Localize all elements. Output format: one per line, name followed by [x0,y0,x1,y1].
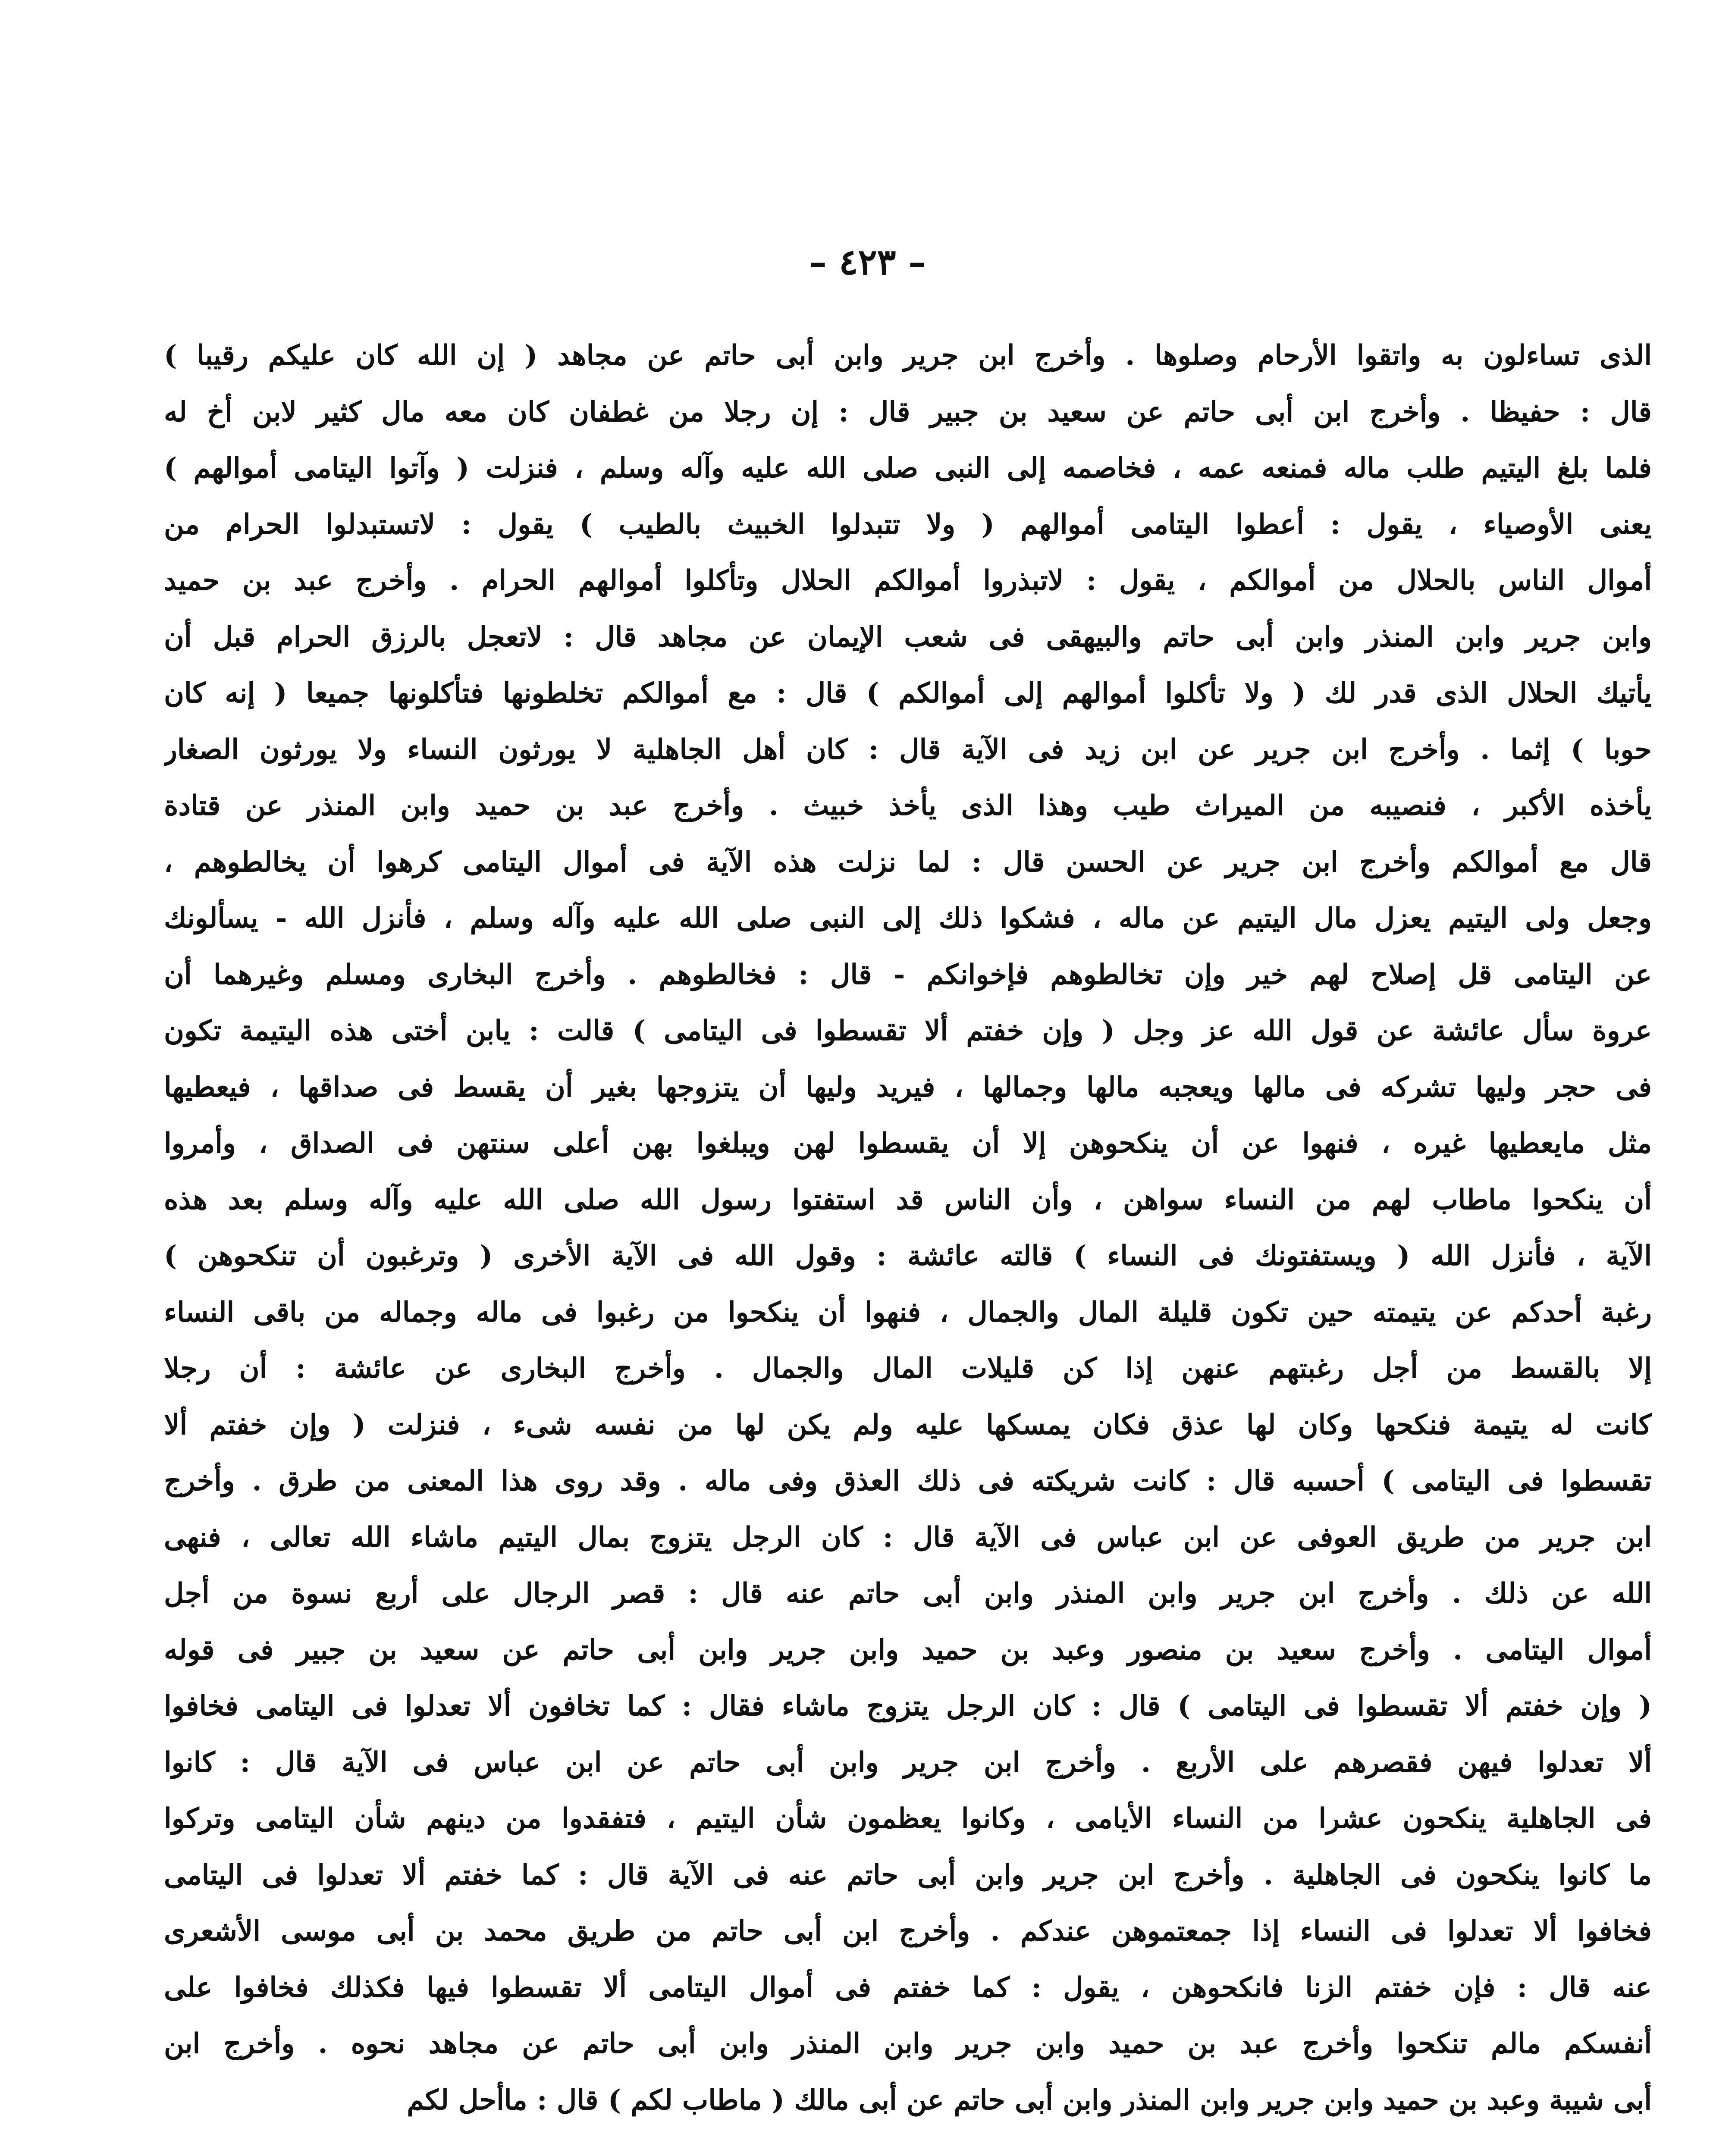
text-line: ( وإن خفتم ألا تقسطوا فى اليتامى ) قال : كان الرجل يتزوج ماشاء فقال : كما تخافون ألا تعدلوا فى اليتامى فخافوا [164,1690,1652,1722]
text-line: قال مع أموالكم وأخرج ابن جرير عن الحسن قال : لما نزلت هذه الآية فى أموال اليتامى كرهوا أن يخالطوهم ، [164,846,1652,878]
text-line: الآية ، فأنزل الله ( ويستفتونك فى النساء ) قالته عائشة : وقول الله فى الآية الأخرى ( وترغبون أن تنكحوهن ) [164,1240,1652,1272]
text-line: ابن جرير من طريق العوفى عن ابن عباس فى الآية قال : كان الرجل يتزوج بمال اليتيم ماشاء الله تعالى ، فنهى [164,1521,1652,1554]
text-line: تقسطوا فى اليتامى ) أحسبه قال : كانت شريكته فى ذلك العذق وفى ماله . وقد روى هذا المعنى من طرق . وأخرج [164,1465,1652,1497]
text-line: الله عن ذلك . وأخرج ابن جرير وابن المنذر وابن أبى حاتم عنه قال : قصر الرجال على أربع نسوة من أجل [164,1577,1652,1610]
text-line: ما كانوا ينكحون فى الجاهلية . وأخرج ابن جرير وابن أبى حاتم عنه فى الآية قال : كما خفتم ألا تعدلوا فى اليتامى [164,1858,1652,1891]
text-line: عروة سأل عائشة عن قول الله عز وجل ( وإن خفتم ألا تقسطوا فى اليتامى ) قالت : يابن أختى هذه اليتيمة تكون [164,1015,1652,1047]
text-line: أنفسكم مالم تنكحوا وأخرج عبد بن حميد وابن جرير وابن المنذر وابن أبى حاتم عن مجاهد نحوه . وأخرج ابن [164,2028,1652,2060]
text-line: ألا تعدلوا فيهن فقصرهم على الأربع . وأخرج ابن جرير وابن أبى حاتم عن ابن عباس فى الآية قال : كانوا [164,1746,1652,1779]
text-line: يأخذه الأكبر ، فنصيبه من الميراث طيب وهذا الذى يأخذ خبيث . وأخرج عبد بن حميد وابن المنذر عن قتادة [164,790,1652,822]
text-line: يعنى الأوصياء ، يقول : أعطوا اليتامى أموالهم ( ولا تتبدلوا الخبيث بالطيب ) يقول : لاتستبدلوا الحرام من [164,508,1652,541]
text-line: فخافوا ألا تعدلوا فى النساء إذا جمعتموهن عندكم . وأخرج ابن أبى حاتم من طريق محمد بن أبى موسى الأشعرى [164,1915,1652,1947]
text-line: أبى شيبة وعبد بن حميد وابن جرير وابن المنذر وابن أبى حاتم عن أبى مالك ( ماطاب لكم ) قال : ماأحل لكم [407,2084,1652,2116]
text-line: رغبة أحدكم عن يتيمته حين تكون قليلة المال والجمال ، فنهوا أن ينكحوا من رغبوا فى ماله وجماله من باقى النساء [164,1296,1652,1329]
text-line: أموال الناس بالحلال من أموالكم ، يقول : لاتبذروا أموالكم الحلال وتأكلوا أموالهم الحرام . وأخرج عبد بن حميد [164,564,1652,597]
text-line: قال : حفيظا . وأخرج ابن أبى حاتم عن سعيد بن جبير قال : إن رجلا من غطفان كان معه مال كثير لابن أخ له [164,395,1652,428]
text-line: فلما بلغ اليتيم طلب ماله فمنعه عمه ، فخاصمه إلى النبى صلى الله عليه وآله وسلم ، فنزلت ( وآتوا اليتامى أموالهم ) [164,452,1652,484]
text-line: إلا بالقسط من أجل رغبتهم عنهن إذا كن قليلات المال والجمال . وأخرج البخارى عن عائشة : أن رجلا [164,1352,1652,1385]
text-line: وابن جرير وابن المنذر وابن أبى حاتم والبيهقى فى شعب الإيمان عن مجاهد قال : لاتعجل بالرزق الحرام قبل أن [164,620,1652,653]
text-line: كانت له يتيمة فنكحها وكان لها عذق فكان يمسكها عليه ولم يكن لها من نفسه شىء ، فنزلت ( وإن خفتم ألا [164,1408,1652,1441]
body-text [164,328,1652,2128]
text-line: حوبا ) إثما . وأخرج ابن جرير عن ابن زيد فى الآية قال : كان أهل الجاهلية لا يورثون النساء ولا يورثون الصغار [164,733,1652,766]
text-line: عنه قال : فإن خفتم الزنا فانكحوهن ، يقول : كما خفتم فى أموال اليتامى ألا تقسطوا فيها فكذلك فخافوا على [164,1971,1652,2004]
text-line: الذى تساءلون به واتقوا الأرحام وصلوها . وأخرج ابن جرير وابن أبى حاتم عن مجاهد ( إن الله كان عليكم رقيبا ) [164,339,1652,372]
text-line: عن اليتامى قل إصلاح لهم خير وإن تخالطوهم فإخوانكم - قال : فخالطوهم . وأخرج البخارى ومسلم وغيرهما أن [164,958,1652,991]
text-line: أن ينكحوا ماطاب لهم من النساء سواهن ، وأن الناس قد استفتوا رسول الله صلى الله عليه وآله وسلم بعد هذه [164,1183,1652,1216]
text-line: أموال اليتامى . وأخرج سعيد بن منصور وعبد بن حميد وابن جرير وابن أبى حاتم عن سعيد بن جبير فى قوله [164,1633,1652,1666]
text-line: فى الجاهلية ينكحون عشرا من النساء الأيامى ، وكانوا يعظمون شأن اليتيم ، فتفقدوا من دينهم شأن اليتامى وتركوا [164,1802,1652,1835]
page-number: – ٤٢٣ – [809,241,926,283]
text-line: فى حجر وليها تشركه فى مالها ويعجبه مالها وجمالها ، فيريد وليها أن يتزوجها بغير أن يقسط فى صداقها ، فيعطيها [164,1071,1652,1103]
text-line: مثل مايعطيها غيره ، فنهوا عن أن ينكحوهن إلا أن يقسطوا لهن ويبلغوا بهن أعلى سنتهن فى الصداق ، وأمروا [164,1127,1652,1159]
text-line: وجعل ولى اليتيم يعزل مال اليتيم عن ماله ، فشكوا ذلك إلى النبى صلى الله عليه وآله وسلم ، فأنزل الله - يسألونك [164,902,1652,934]
text-line: يأتيك الحلال الذى قدر لك ( ولا تأكلوا أموالهم إلى أموالكم ) قال : مع أموالكم تخلطونها فتأكلونها جميعا ( إنه كان [164,677,1652,709]
